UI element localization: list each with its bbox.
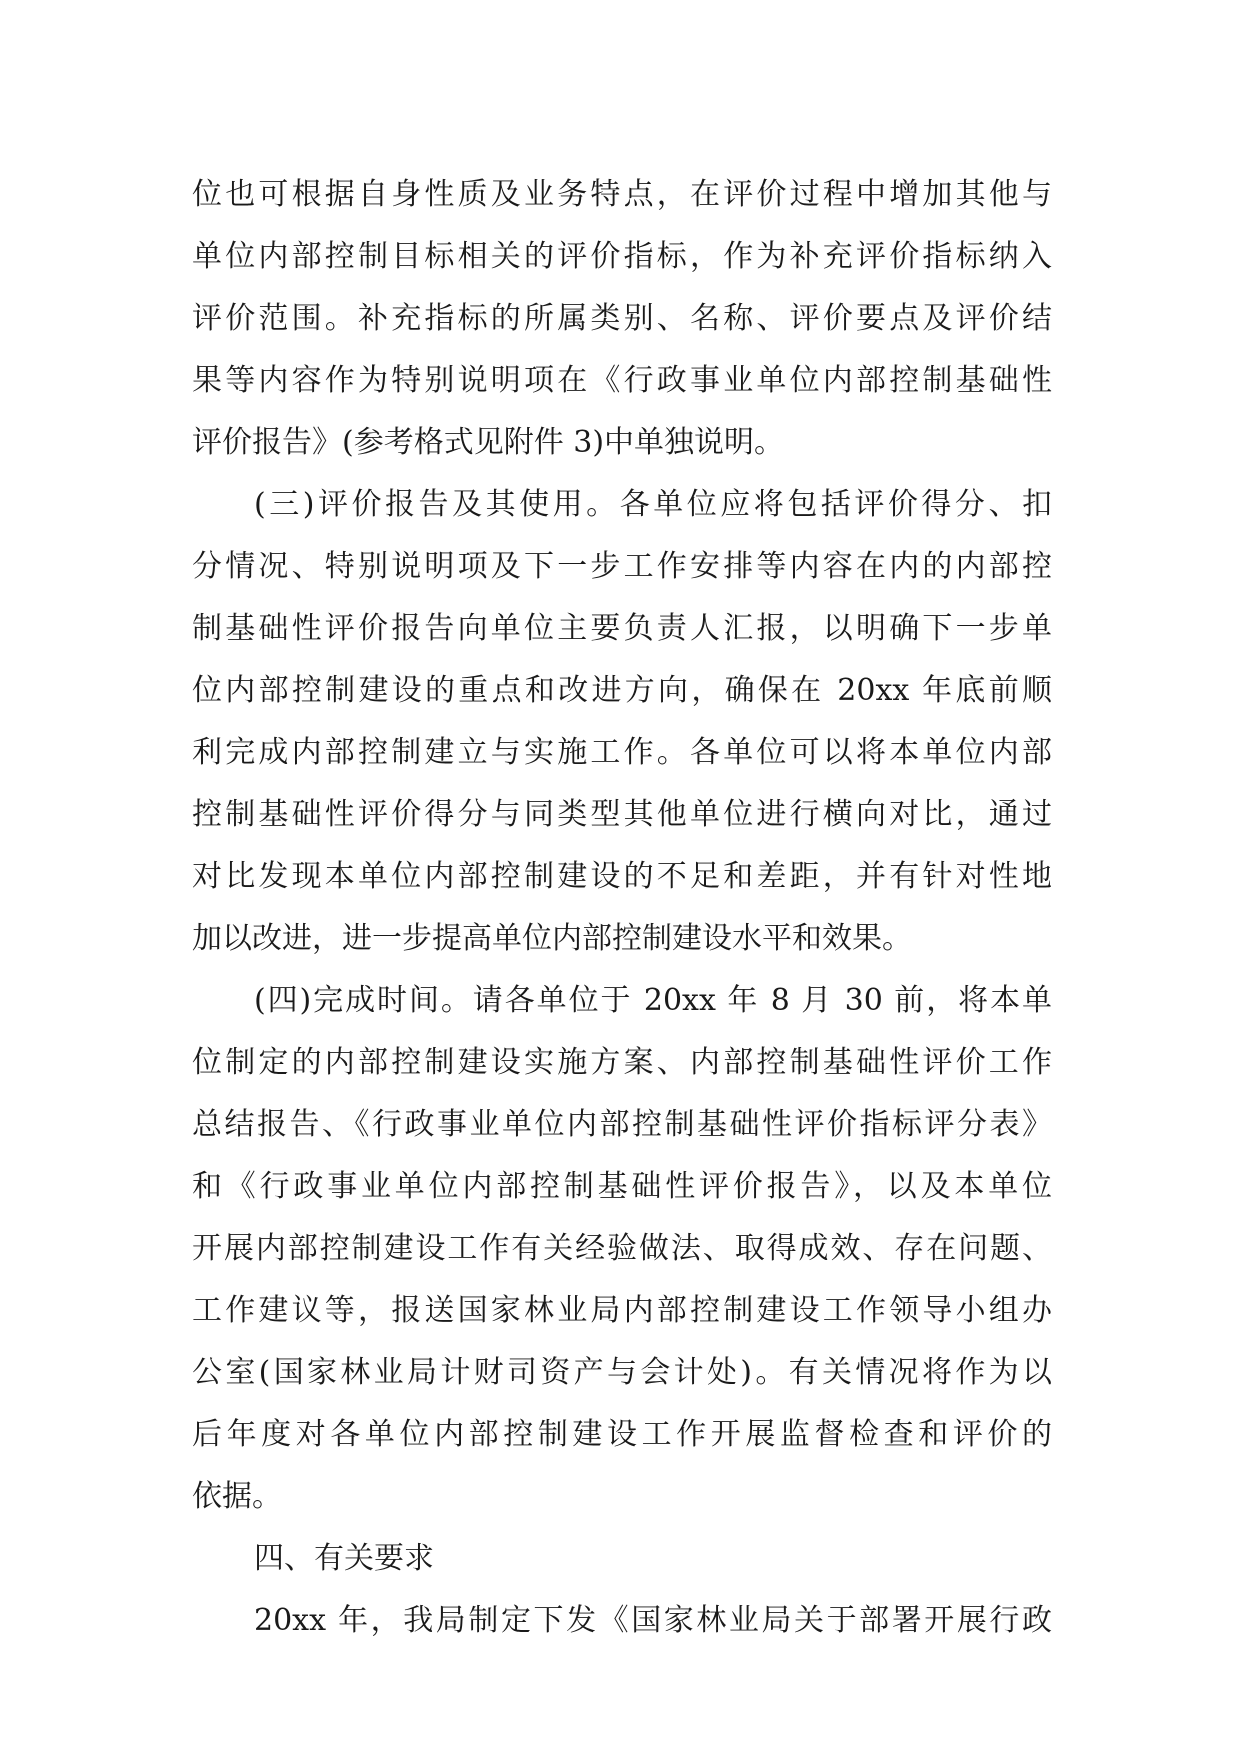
text-line: 总结报告、《行政事业单位内部控制基础性评价指标评分表》: [192, 1107, 1052, 1142]
text-line: (三)评价报告及其使用。各单位应将包括评价得分、扣: [254, 487, 1052, 522]
text-line: 四、有关要求: [254, 1541, 434, 1576]
text-line: 加以改进，进一步提高单位内部控制建设水平和效果。: [192, 921, 912, 956]
text-line: 控制基础性评价得分与同类型其他单位进行横向对比，通过: [192, 797, 1052, 832]
text-line: 后年度对各单位内部控制建设工作开展监督检查和评价的: [192, 1417, 1052, 1452]
text-line: 利完成内部控制建立与实施工作。各单位可以将本单位内部: [192, 735, 1052, 770]
text-line: 依据。: [192, 1479, 282, 1514]
text-line: 单位内部控制目标相关的评价指标，作为补充评价指标纳入: [192, 239, 1052, 274]
text-line: 位制定的内部控制建设实施方案、内部控制基础性评价工作: [192, 1045, 1052, 1080]
text-line: 分情况、特别说明项及下一步工作安排等内容在内的内部控: [192, 549, 1052, 584]
text-line: 和《行政事业单位内部控制基础性评价报告》，以及本单位: [192, 1169, 1052, 1204]
text-line: 公室(国家林业局计财司资产与会计处)。有关情况将作为以: [192, 1355, 1052, 1390]
text-line: 评价报告》(参考格式见附件 3)中单独说明。: [192, 425, 785, 460]
text-line: (四)完成时间。请各单位于 20xx 年 8 月 30 前，将本单: [254, 983, 1052, 1018]
text-line: 制基础性评价报告向单位主要负责人汇报，以明确下一步单: [192, 611, 1052, 646]
document-body: [192, 164, 1052, 1652]
text-line: 果等内容作为特别说明项在《行政事业单位内部控制基础性: [192, 363, 1052, 398]
text-line: 对比发现本单位内部控制建设的不足和差距，并有针对性地: [192, 859, 1052, 894]
text-line: 工作建议等，报送国家林业局内部控制建设工作领导小组办: [192, 1293, 1052, 1328]
text-line: 开展内部控制建设工作有关经验做法、取得成效、存在问题、: [192, 1231, 1052, 1266]
text-line: 评价范围。补充指标的所属类别、名称、评价要点及评价结: [192, 301, 1052, 336]
text-line: 位也可根据自身性质及业务特点，在评价过程中增加其他与: [192, 177, 1052, 212]
text-line: 位内部控制建设的重点和改进方向，确保在 20xx 年底前顺: [192, 673, 1052, 708]
text-line: 20xx 年，我局制定下发《国家林业局关于部署开展行政: [254, 1603, 1052, 1638]
